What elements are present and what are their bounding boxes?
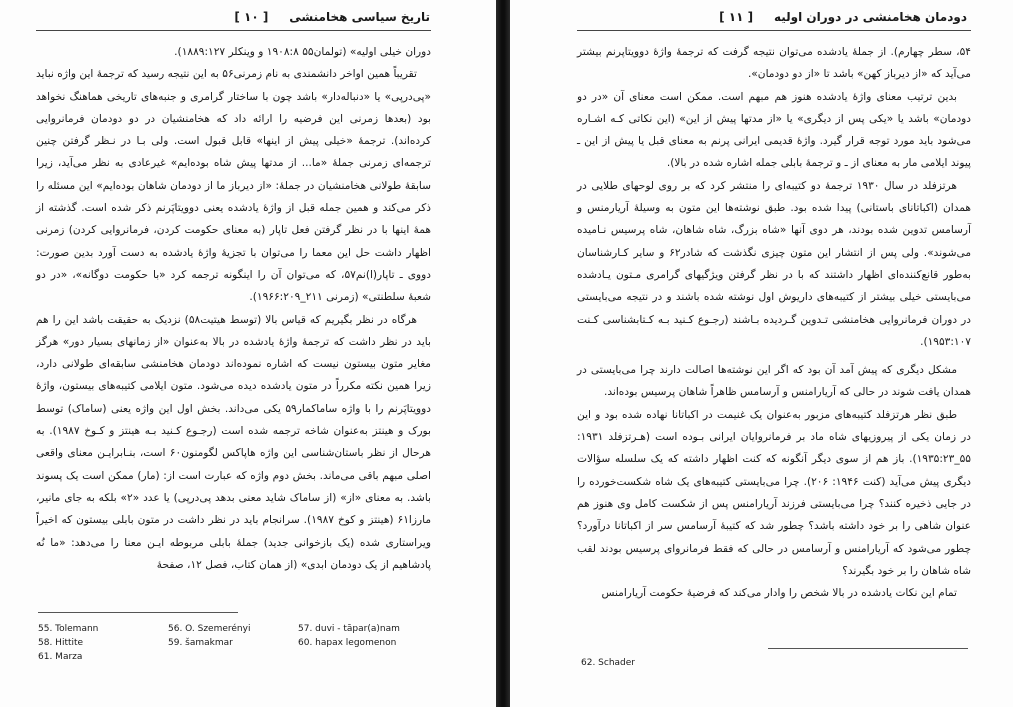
page-number: [ ۱۰ ] [234,10,269,24]
book-spine [496,0,510,707]
paragraph: هرگاه در نظر بگیریم که قیاس بالا (توسط هیتیت۵۸) نزدیک به حقیقت باشد این را هم باید در نظر داشت که ترجمهٔ واژهٔ یادشده در بالا به‌عنوان «از زمانهای بسیار دور» هرگز مغایر متون بیستون نیست که اشاره نموده‌اند دودمان هخامنشی سابقه‌ای طولانی دارد، زیرا همین نکته مکرراً در متون یادشده دیده می‌شود. متون ایلامی کتیبه‌های بیستون، واژهٔ دوویتاپَرنم را با واژه ساماکمار۵۹ یکی می‌داند. بخش اول این واژه یعنی (ساماک) توسط بورک و هینتز به‌عنوان شاخه ترجمه شده است (رجـوع کـنید بـه هینتز و کـوخ ۱۹۸۷). به هرحال از نظر باستان‌شناسی این واژه هاپاکس لگومنون۶۰ است، بنـابرایـن معنای واقعی اصلی مبهم باقی می‌ماند. بخش دوم واژه که عبارت است از: (مار) ممکن است یک پسوند باشد. به معنای «از» (از ساماک شاید معنی بدهد پی‌درپی) یا عدد «۲» بلکه به جای مانیر، مارزا۶۱ (هینتز و کوخ ۱۹۸۷). سرانجام باید در نظر داشت در متون بابلی بیستون که اخیراً ویراستاری شده (یک بازخوانی جدید) جملهٔ بابلی مربوطه ایـن معنا را می‌دهد: «ما نُه پادشاهیم از یک دودمان ابدی» (از همان کتاب، فصل ۱۲، صفحهٔ [36,313,431,571]
paragraph: دوران خیلی اولیه» (تولمان۵۵ ۱۹۰۸:۸ و وینکلر ۱۸۸۹:۱۲۷). [174,46,431,58]
header-rule [36,30,431,31]
paragraph: تقریباً همین اواخر دانشمندی به نام زمرنی۵۶ به این نتیجه رسید که ترجمهٔ این واژه نباید «پی‌درپی» یا «دنباله‌دار» باشد چون با ساختار گرامری و جنبه‌های تاریخی هماهنگ نخواهد بود (بعدها زمرنی این فرضیه را ارائه داد که هخامنشیان در دو دودمان فرمانروایی کرده‌اند). ترجمهٔ «خیلی پیش از اینها» قابل قبول است. ولی بـا در نـظر گرفتن چنین ترجمه‌ای زمرنی جملهٔ «ما... از مدتها پیش شاه بوده‌ایم» غیرعادی به نظر می‌آید، زیرا سابقهٔ طولانی هخامنشیان در جملهٔ: «از دیرباز ما از دودمان شاهان بوده‌ایم» این مسئله را ذکر می‌کند و همین جمله قبل از واژهٔ یادشده یعنی دوویتاپَرنم ذکر شده است. گذشته از همهٔ اینها با در نظر گرفتن فعل تاپار (به معنای حکومت کردن، فرمانروایی کردن) زمرنی اظهار داشت حل این معما را می‌توان با تجزیهٔ واژهٔ یادشده به دست آورد بدین صورت: دووی ـ تاپار(ا)نم۵۷، که می‌توان آن را اینگونه ترجمه کرد «با حکومت دوگانه»، «در دو شعبهٔ سلطنتی» (زمرنی ۲۱۱_۱۹۶۶:۲۰۹). [36,68,431,304]
footnotes [581,658,781,668]
footnote-rule [38,612,238,613]
running-head [234,10,430,30]
left-page [0,0,496,707]
running-head [719,10,967,30]
footnote: 61. Marza [38,652,83,662]
footnote-rule [768,648,968,649]
page-number: [ ۱۱ ] [719,10,754,24]
footnote: 62. Schader [581,658,636,668]
footnote: 58. Hittite [38,638,84,648]
paragraph: بدین ترتیب معنای واژهٔ یادشده هنوز هم مبهم است. ممکن است معنای آن «در دو دودمان» باشد یا «یکی پس از دیگری» یا «از مدتها پیش از این» (این نکاتی کـه اشـاره می‌شود باید مورد توجه قرار گیرد. واژهٔ قدیمی ایرانی پرنم به معنای قبل یا پیش از این ـ پیوند ایلامی مار به معنای از ـ و ترجمهٔ بابلی جمله اشاره شده در بالا). [577,90,971,170]
footnote: 56. O. Szemerényi [168,624,251,634]
footnote: 55. Tolemann [38,624,99,634]
footnote: 60. hapax legomenon [298,638,397,648]
paragraph: تمام این نکات یادشده در بالا شخص را وادار می‌کند که فرضیهٔ حکومت آریارامنس [601,587,957,600]
paragraph: طبق نظر هرتزفلد کتیبه‌های مزبور به‌عنوان یک غنیمت در اکباتانا نهاده شده بود و این در زمان یکی از پیروزیهای شاه ماد بر فرمانروایان ایرانی بـوده است (هـرتزفلد ۱۹۳۱: ۵۵_۱۹۳۵:۲۳). باز هم از سوی دیگر آنگونه که کنت اظهار داشته که یک سلسله سؤالات دیگری پیش می‌آید (کنت ۱۹۴۶: ۲۰۶). چرا می‌بایستی کتیبه‌های یک شاه شکست‌خورده را در جایی ذخیره کنند؟ چرا می‌بایستی فرزند آریارامنس پس از شکست کامل وی هنوز هم عنوان شاهی را بر خود داشته باشد؟ چطور شد که کتیبهٔ آرسامس سر از اکباتانا درآورد؟ چطور می‌شود که آریارامنس و آرسامس در حالی که فقط فرمانروای پرسیس بودند لقب شاه شاهان را بر خود بگیرند؟ [577,408,971,577]
header-rule [577,30,971,31]
running-head-title: دودمان هخامنشی در دوران اولیه [773,10,967,24]
body-text [36,41,431,576]
footnote: 59. šamakmar [168,638,233,648]
right-page [510,0,1013,707]
footnote: 57. duvi - tāpar(a)nam [298,624,400,634]
running-head-title: تاریخ سیاسی هخامنشی [289,10,430,24]
body-text [577,41,971,604]
footnotes [38,624,458,662]
paragraph: هرتزفلد در سال ۱۹۳۰ ترجمهٔ دو کتیبه‌ای را منتشر کرد که بر روی لوحهای طلایی در همدان (اکباتانای باستانی) پیدا شده بود. طبق نوشته‌ها این متون به وسیلهٔ آریارمنس و آرسامس تدوین شده بودند، هر دوی آنها «شاه بزرگ، شاه شاهان، شاه پرسیس نـامیده می‌شوند». ولی پس از انتشار این متون چیزی نگذشت که شادر۶۲ و سایر کـارشناسان به‌طور قانع‌کننده‌ای اظهار داشتند که با در نظر گرفتن ویژگیهای گرامری مـتون یـادشده می‌بایستی خیلی بیشتر از کتیبه‌های داریوش اول نوشته شده باشند و در نتیجه می‌بایستی در دوران فرمانروایی هخامنشی تـدوین گـردیده بـاشند (رجـوع کـنید بـه کـتابشناسی کـنت ۱۹۵۳:۱۰۷). [577,179,971,348]
paragraph: مشکل دیگری که پیش آمد آن بود که اگر این نوشته‌ها اصالت دارند چرا می‌بایستی در همدان یافت شوند در حالی که آریارامنس و آرسامس ظاهراً شاهان پرسیس بوده‌اند. [577,364,971,399]
paragraph: ۵۴، سطر چهارم). از جملهٔ یادشده می‌توان نتیجه گرفت که ترجمهٔ واژهٔ دوویتاپرنم بیشتر می‌آید که «از دیرباز کهن» باشد تا «از دو دودمان». [577,46,971,81]
